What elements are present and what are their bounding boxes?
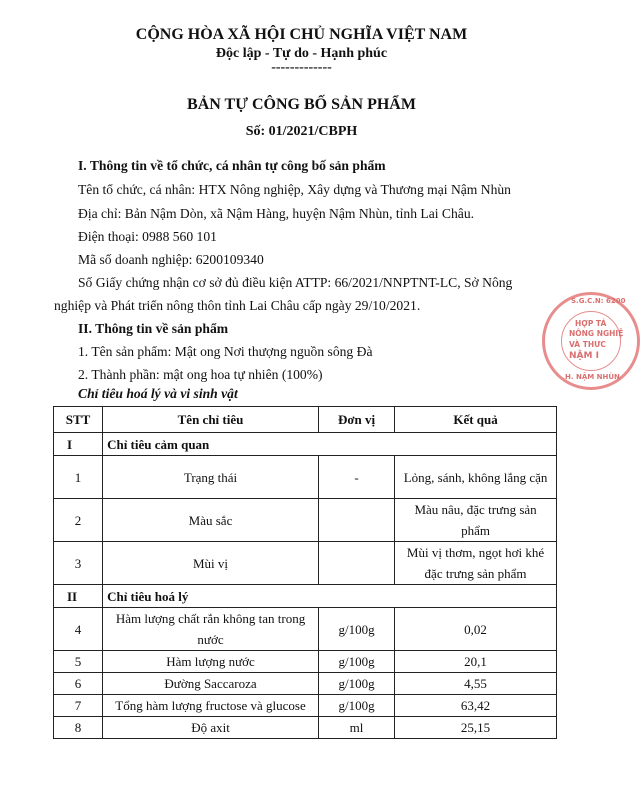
- org-name: Tên tổ chức, cá nhân: HTX Nông nghiệp, Xây dựng và Thương mại Nậm Nhùn: [78, 182, 511, 197]
- section-title: Chỉ tiêu hoá lý: [103, 585, 557, 608]
- product-name: 1. Tên sản phẩm: Mật ong Nơi thượng nguồn sông Đà: [78, 344, 373, 359]
- row-name: Màu sắc: [103, 499, 319, 542]
- org-address: Địa chỉ: Bản Nậm Dòn, xã Nậm Hàng, huyện Nậm Nhùn, tỉnh Lai Châu.: [78, 206, 475, 221]
- row-unit: ml: [318, 717, 394, 739]
- header-unit: Đơn vị: [318, 407, 394, 433]
- row-result: 25,15: [395, 717, 557, 739]
- table-row: [54, 542, 557, 585]
- row-name: Tổng hàm lượng fructose và glucose: [103, 695, 319, 717]
- row-result: 4,55: [395, 673, 557, 695]
- document-title: BẢN TỰ CÔNG BỐ SẢN PHẨM: [187, 96, 416, 113]
- row-name: Hàm lượng nước: [103, 651, 319, 673]
- red-seal-stamp: [542, 292, 640, 390]
- table-section-row: [54, 433, 557, 456]
- org-phone: Điện thoại: 0988 560 101: [78, 229, 217, 244]
- document-number: Số: 01/2021/CBPH: [245, 124, 358, 139]
- table-row: [54, 499, 557, 542]
- product-ingredient: 2. Thành phần: mật ong hoa tự nhiên (100%): [78, 367, 323, 382]
- header-name: Tên chỉ tiêu: [103, 407, 319, 433]
- row-result: Mùi vị thơm, ngọt hơi khé đặc trưng sản phẩm: [395, 542, 557, 585]
- stamp-line-2: NÔNG NGHIỆ: [569, 329, 624, 338]
- table-row: [54, 608, 557, 651]
- row-stt: 2: [54, 499, 103, 542]
- stamp-ring-top-text: S.G.C.N: 6200: [571, 297, 626, 305]
- row-name: Đường Saccaroza: [103, 673, 319, 695]
- row-result: Màu nâu, đặc trưng sản phẩm: [395, 499, 557, 542]
- section-1-heading: I. Thông tin về tổ chức, cá nhân tự công bố sản phẩm: [78, 158, 386, 173]
- row-name: Trạng thái: [103, 456, 319, 499]
- national-heading: CỘNG HÒA XÃ HỘI CHỦ NGHĨA VIỆT NAM: [135, 26, 468, 43]
- row-unit: g/100g: [318, 673, 394, 695]
- stamp-ring-bottom-text: H. NẬM NHÙN: [565, 373, 620, 381]
- motto-divider: -------------: [271, 60, 332, 75]
- row-unit: [318, 542, 394, 585]
- section-title: Chỉ tiêu cảm quan: [103, 433, 557, 456]
- spec-heading: Chỉ tiêu hoá lý và vi sinh vật: [78, 386, 238, 401]
- row-stt: 6: [54, 673, 103, 695]
- quality-spec-table: [53, 406, 557, 739]
- stamp-line-3: VÀ THƯC: [569, 340, 606, 349]
- table-row: [54, 717, 557, 739]
- cert-line-2: nghiệp và Phát triển nông thôn tỉnh Lai Châu cấp ngày 29/10/2021.: [54, 298, 421, 313]
- row-unit: g/100g: [318, 695, 394, 717]
- section-stt: I: [54, 433, 103, 456]
- table-row: [54, 695, 557, 717]
- row-result: Lỏng, sánh, không lắng cặn: [395, 456, 557, 499]
- header-result: Kết quả: [395, 407, 557, 433]
- row-unit: -: [318, 456, 394, 499]
- row-result: 20,1: [395, 651, 557, 673]
- section-2-heading: II. Thông tin về sản phẩm: [78, 321, 229, 336]
- row-unit: g/100g: [318, 608, 394, 651]
- table-row: [54, 456, 557, 499]
- cert-line-1: Số Giấy chứng nhận cơ sở đủ điều kiện ATTP: 66/2021/NNPTNT-LC, Sở Nông: [78, 275, 513, 290]
- table-row: [54, 673, 557, 695]
- row-stt: 5: [54, 651, 103, 673]
- stamp-line-4: NẬM I: [569, 351, 599, 361]
- row-name: Độ axit: [103, 717, 319, 739]
- row-stt: 4: [54, 608, 103, 651]
- row-stt: 3: [54, 542, 103, 585]
- row-unit: g/100g: [318, 651, 394, 673]
- row-stt: 7: [54, 695, 103, 717]
- row-name: Mùi vị: [103, 542, 319, 585]
- stamp-line-1: HỢP TÁ: [575, 319, 607, 328]
- table-header-row: [54, 407, 557, 433]
- section-stt: II: [54, 585, 103, 608]
- row-result: 63,42: [395, 695, 557, 717]
- row-stt: 8: [54, 717, 103, 739]
- org-tax-code: Mã số doanh nghiệp: 6200109340: [78, 252, 264, 267]
- table-section-row: [54, 585, 557, 608]
- header-stt: STT: [54, 407, 103, 433]
- row-result: 0,02: [395, 608, 557, 651]
- national-motto: Độc lập - Tự do - Hạnh phúc: [215, 46, 388, 61]
- table-row: [54, 651, 557, 673]
- row-stt: 1: [54, 456, 103, 499]
- row-name: Hàm lượng chất rắn không tan trong nước: [103, 608, 319, 651]
- row-unit: [318, 499, 394, 542]
